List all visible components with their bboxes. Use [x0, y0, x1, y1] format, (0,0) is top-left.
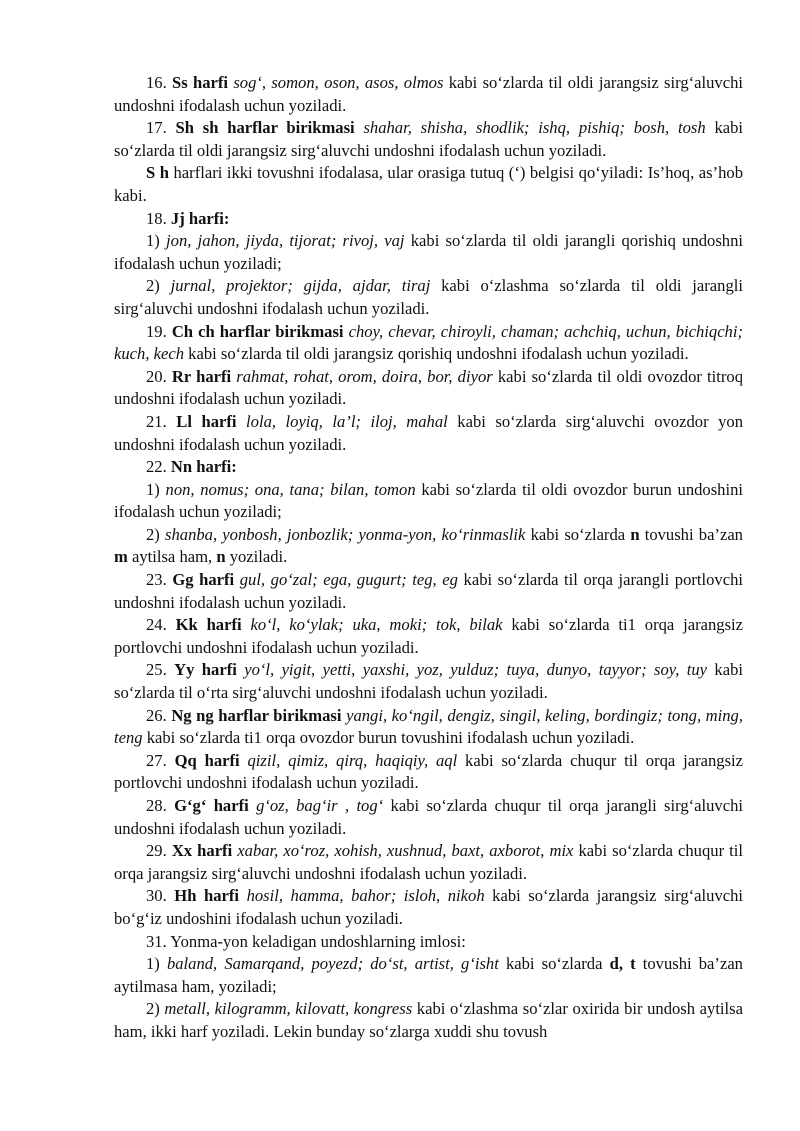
- examples: g‘oz, bag‘ir , tog‘: [256, 796, 384, 815]
- run: tovushi ba’zan aytilmasa ham, yoziladi;: [114, 954, 743, 996]
- paragraph-16: [114, 72, 743, 117]
- run: 2): [146, 276, 171, 296]
- run: kabi so‘zlarda jarangsiz sirg‘aluvchi bo‘g‘iz undoshini ifodalash uchun yoziladi.: [114, 886, 744, 928]
- term-hh-harfi: Hh harfi: [174, 886, 240, 906]
- term-ch-birikmasi: Ch ch harflar birikmasi: [171, 321, 344, 341]
- paragraph-24: [114, 614, 743, 659]
- run: 21.: [146, 411, 177, 431]
- paragraph-18-2: [114, 275, 743, 320]
- run: kabi so‘zlarda til oldi ovozdor burun undoshini ifodalash uchun yoziladi;: [114, 479, 743, 522]
- examples: lola, loyiq, la’l; iloj, mahal: [246, 411, 448, 431]
- run: 26.: [146, 705, 172, 725]
- letter-m: m: [114, 547, 128, 567]
- run: yoziladi.: [225, 547, 288, 567]
- term-sh-birikmasi: Sh sh harflar birikmasi: [175, 118, 355, 138]
- run: 16.: [146, 73, 173, 92]
- run: 30.: [146, 886, 175, 906]
- paragraph-18: [114, 208, 743, 231]
- run: kabi so‘zlarda: [498, 954, 610, 974]
- run: [240, 751, 248, 770]
- paragraph-18-1: [114, 230, 743, 275]
- examples: gul, go‘zal; ega, gugurt; teg, eg: [239, 570, 458, 590]
- run: 18.: [146, 208, 171, 228]
- run: 1): [146, 231, 167, 251]
- paragraph-20: [114, 366, 743, 411]
- run: 1): [146, 479, 166, 499]
- run: kabi so‘zlarda sirg‘aluvchi ovozdor yon undoshni ifodalash uchun yoziladi.: [114, 411, 744, 454]
- term-s-h: S h: [146, 163, 169, 183]
- run: 20.: [146, 366, 172, 386]
- paragraph-31: [114, 931, 743, 954]
- paragraph-28: [114, 795, 743, 840]
- run: kabi so‘zlarda til oldi ovozdor titroq undoshni ifodalash uchun yoziladi.: [114, 366, 743, 409]
- run: 28.: [146, 796, 175, 815]
- run: 19.: [146, 321, 172, 341]
- run: 2): [146, 524, 166, 544]
- paragraph-30: [114, 885, 743, 930]
- term-yy-harfi: Yy harfi: [174, 660, 237, 680]
- run: 23.: [146, 570, 173, 590]
- run: tovushi ba’zan: [639, 524, 743, 544]
- run: kabi so‘zlarda ti1 orqa jarangsiz portlovchi undoshni ifodalash uchun yoziladi.: [114, 615, 744, 657]
- letter-n: n: [630, 524, 640, 544]
- examples: baland, Samarqand, poyezd; do‘st, artist, g‘isht: [166, 954, 499, 974]
- examples: ko‘l, ko‘ylak; uka, moki; tok, bilak: [250, 615, 503, 635]
- run: kabi o‘zlashma so‘zlar oxirida bir undosh aytilsa ham, ikki harf yoziladi. Lekin bunday so‘zlarga xuddi shu tovush: [114, 999, 743, 1041]
- term-kk-harfi: Kk harfi: [175, 615, 242, 635]
- term-gg-harfi: Gg harfi: [172, 570, 235, 590]
- examples: jon, jahon, jiyda, tijorat; rivoj, vaj: [166, 231, 405, 251]
- letter-n: n: [216, 547, 226, 567]
- examples: jurnal, projektor; gijda, ajdar, tiraj: [170, 276, 431, 296]
- run: 25.: [146, 660, 175, 680]
- run: kabi so‘zlarda til oldi jarangsiz sirg‘aluvchi undoshni ifodalash uchun yoziladi.: [114, 73, 743, 115]
- run: harflari ikki tovushni ifodalasa, ular orasiga tutuq (‘) belgisi qo‘yiladi: Is’hoq, as’hob kabi.: [114, 163, 743, 205]
- examples: hosil, hamma, bahor; isloh, nikoh: [246, 886, 485, 906]
- run: kabi so‘zlarda chuqur til orqa jarangli sirg‘aluvchi undoshni ifodalash uchun yoziladi.: [114, 796, 743, 838]
- term-jj-harfi: Jj harfi:: [170, 208, 230, 228]
- term-qq-harfi: Qq harfi: [174, 750, 240, 770]
- paragraph-25: [114, 659, 743, 704]
- run: kabi so‘zlarda ti1 orqa ovozdor burun tovushini ifodalash uchun yoziladi.: [142, 728, 635, 748]
- paragraph-22-2: [114, 524, 743, 569]
- examples: shanba, yonbosh, jonbozlik; yonma-yon, ko‘rinmaslik: [165, 524, 526, 544]
- run: kabi so‘zlarda til o‘rta sirg‘aluvchi undoshni ifodalash uchun yoziladi.: [114, 660, 744, 703]
- run: kabi so‘zlarda chuqur til orqa jarangsiz sirg‘aluvchi undoshni ifodalash uchun yoziladi.: [114, 841, 743, 883]
- letters-d-t: d, t: [609, 954, 636, 974]
- term-ll-harfi: Ll harfi: [176, 411, 237, 431]
- run: 17.: [146, 118, 176, 138]
- run: 22.: [146, 457, 171, 477]
- run: kabi so‘zlarda til oldi jarangli qorishiq undoshni ifodalash uchun yoziladi;: [114, 231, 744, 273]
- examples: yo‘l, yigit, yetti, yaxshi, yoz, yulduz; tuya, dunyo, tayyor; soy, tuy: [244, 660, 708, 680]
- run: [239, 886, 247, 905]
- paragraph-17: [114, 117, 743, 162]
- examples: yangi, ko‘ngil, dengiz, singil, keling, bordingiz; tong, ming, teng: [114, 705, 744, 748]
- term-ng-birikmasi: Ng ng harflar birikmasi: [171, 705, 342, 725]
- run: 27.: [146, 750, 175, 770]
- run: kabi so‘zlarda chuqur til orqa jarangsiz portlovchi undoshni ifodalash uchun yoziladi.: [114, 750, 744, 793]
- run: kabi so‘zlarda til oldi jarangsiz qorishiq undoshni ifodalash uchun yoziladi.: [184, 344, 689, 364]
- paragraph-19: [114, 321, 743, 366]
- examples: xabar, xo‘roz, xohish, xushnud, baxt, axborot, mix: [237, 841, 574, 861]
- paragraph-22: [114, 456, 743, 479]
- examples: choy, chevar, chiroyli, chaman; achchiq, uchun, bichiqchi; kuch, kech: [114, 321, 743, 364]
- run: 24.: [146, 615, 176, 635]
- run: kabi so‘zlarda til oldi jarangsiz sirg‘aluvchi undoshni ifodalash uchun yoziladi.: [114, 118, 744, 160]
- paragraph-17-note: [114, 162, 743, 207]
- run: kabi so‘zlarda til orqa jarangli portlovchi undoshni ifodalash uchun yoziladi.: [114, 570, 743, 612]
- run: 1): [146, 954, 167, 974]
- paragraph-21: [114, 411, 743, 456]
- examples: metall, kilogramm, kilovatt, kongress: [164, 999, 413, 1019]
- paragraph-22-1: [114, 479, 743, 524]
- paragraph-27: [114, 750, 743, 795]
- run: aytilsa ham,: [127, 547, 217, 567]
- term-rr-harfi: Rr harfi: [171, 366, 232, 386]
- run: [237, 412, 247, 431]
- examples: sog‘, somon, oson, asos, olmos: [233, 73, 444, 92]
- term-gg-apostrophe-harfi: G‘g‘ harfi: [174, 796, 249, 815]
- run: kabi o‘zlashma so‘zlarda til oldi jarangli sirg‘aluvchi undoshni ifodalash uchun yoziladi.: [114, 276, 743, 318]
- run: [249, 796, 256, 815]
- paragraph-26: [114, 705, 743, 750]
- run: 31. Yonma-yon keladigan undoshlarning imlosi:: [146, 931, 466, 951]
- term-nn-harfi: Nn harfi:: [170, 457, 237, 477]
- run: 2): [146, 999, 165, 1019]
- examples: qizil, qimiz, qirq, haqiqiy, aql: [247, 750, 458, 770]
- paragraph-31-1: [114, 953, 743, 998]
- run: 29.: [146, 841, 172, 861]
- examples: rahmat, rohat, orom, doira, bor, diyor: [236, 366, 493, 386]
- examples: non, nomus; ona, tana; bilan, tomon: [165, 479, 416, 499]
- run: kabi so‘zlarda: [525, 524, 631, 544]
- term-xx-harfi: Xx harfi: [171, 841, 233, 861]
- term-ss-harfi: Ss harfi: [172, 73, 229, 92]
- paragraph-23: [114, 569, 743, 614]
- paragraph-31-2: [114, 998, 743, 1043]
- paragraph-29: [114, 840, 743, 885]
- examples: shahar, shisha, shodlik; ishq, pishiq; bosh, tosh: [363, 118, 706, 138]
